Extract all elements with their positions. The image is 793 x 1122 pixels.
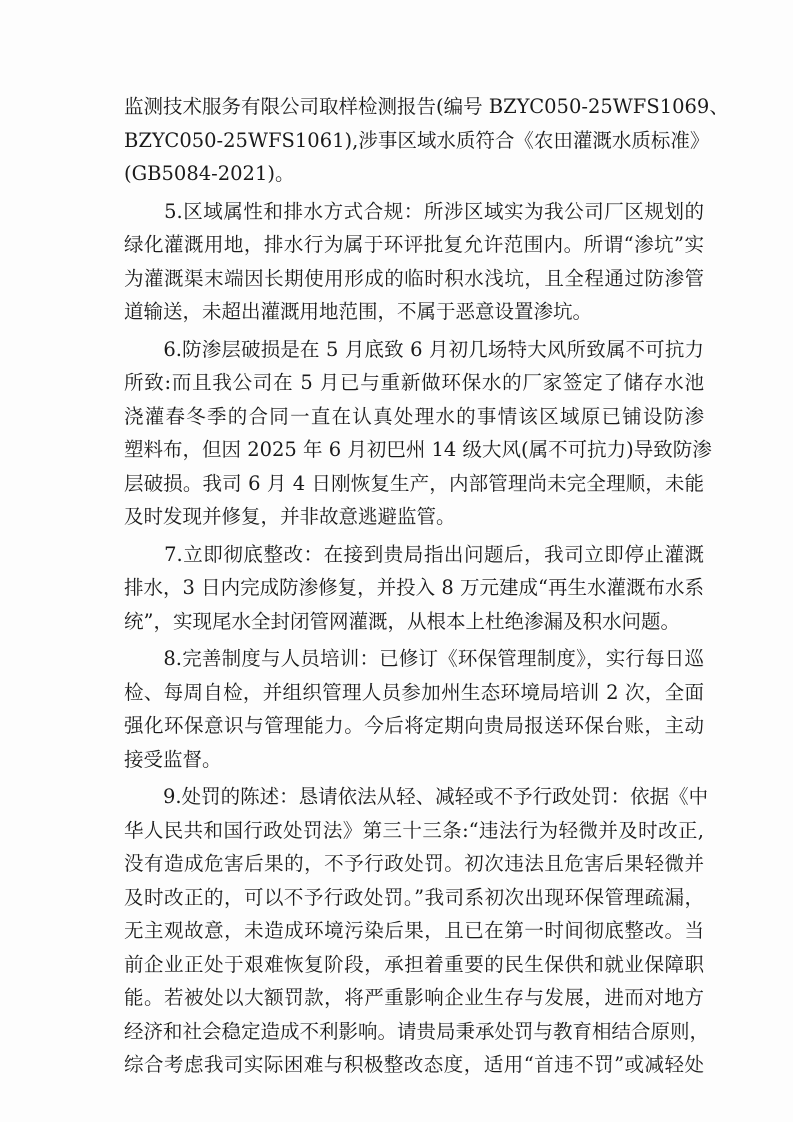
text-line: BZYC050-25WFS1061),涉事区域水质符合《农田灌溉水质标准》 bbox=[124, 128, 710, 152]
text-line: 前企业正处于艰难恢复阶段，承担着重要的民生保供和就业保障职 bbox=[124, 952, 704, 976]
text-line: 没有造成危害后果的，不予行政处罚。初次违法且危害后果轻微并 bbox=[124, 852, 704, 875]
text-line: 8.完善制度与人员培训：已修订《环保管理制度》，实行每日巡 bbox=[124, 647, 704, 670]
text-line: 排水，3 日内完成防渗修复，并投入 8 万元建成“再生水灌溉布水系 bbox=[124, 576, 704, 599]
text-line: 综合考虑我司实际困难与积极整改态度，适用“首违不罚”或减轻处 bbox=[124, 1053, 704, 1076]
text-line: 接受监督。 bbox=[124, 747, 222, 771]
paragraph-item-9 bbox=[124, 780, 710, 1082]
text-line: 浇灌春冬季的合同一直在认真处理水的事情该区域原已铺设防渗 bbox=[124, 404, 704, 428]
text-line: 及时发现并修复，并非故意逃避监管。 bbox=[124, 505, 456, 528]
text-line: 华人民共和国行政处罚法》第三十三条:“违法行为轻微并及时改正, bbox=[124, 818, 704, 842]
text-line: 道输送，未超出灌溉用地范围，不属于恶意设置渗坑。 bbox=[124, 300, 593, 323]
text-line: 5.区域属性和排水方式合规：所涉区域实为我公司厂区规划的 bbox=[124, 199, 704, 223]
text-line: 无主观故意，未造成环境污染后果，且已在第一时间彻底整改。当 bbox=[124, 919, 704, 942]
text-line: 塑料布，但因 2025 年 6 月初巴州 14 级大风(属不可抗力)导致防渗 bbox=[124, 438, 712, 461]
text-line: 绿化灌溉用地，排水行为属于环评批复允许范围内。所谓“渗坑”实 bbox=[124, 233, 704, 256]
text-line: 所致:而且我公司在 5 月已与重新做环保水的厂家签定了储存水池 bbox=[124, 371, 704, 394]
text-line: 强化环保意识与管理能力。今后将定期向贵局报送环保台账，主动 bbox=[124, 714, 704, 737]
text-line: 监测技术服务有限公司取样检测报告(编号 BZYC050-25WFS1069、 bbox=[124, 95, 729, 118]
text-line: 9.处罚的陈述：恳请依法从轻、减轻或不予行政处罚：依据《中 bbox=[124, 785, 709, 808]
document-body bbox=[124, 90, 729, 1086]
text-line: 经济和社会稳定造成不利影响。请贵局秉承处罚与教育相结合原则， bbox=[124, 1019, 710, 1043]
text-line: 统”，实现尾水全封闭管网灌溉，从根本上杜绝渗漏及积水问题。 bbox=[124, 609, 680, 633]
text-line: (GB5084-2021)。 bbox=[124, 162, 295, 185]
paragraph-item-8 bbox=[124, 642, 704, 776]
text-line: 检、每周自检，并组织管理人员参加州生态环境局培训 2 次，全面 bbox=[124, 680, 704, 704]
text-line: 6.防渗层破损是在 5 月底致 6 月初几场特大风所致属不可抗力 bbox=[124, 337, 704, 361]
paragraph-item-7 bbox=[124, 538, 704, 639]
paragraph-item-5 bbox=[124, 195, 704, 329]
text-line: 层破损。我司 6 月 4 日刚恢复生产，内部管理尚未完全理顺，未能 bbox=[124, 471, 704, 495]
text-line: 7.立即彻底整改：在接到贵局指出问题后，我司立即停止灌溉 bbox=[124, 542, 704, 566]
text-line: 能。若被处以大额罚款，将严重影响企业生存与发展，进而对地方 bbox=[124, 986, 704, 1009]
paragraph-item-6 bbox=[124, 333, 712, 534]
text-line: 及时改正的，可以不予行政处罚。”我司系初次出现环保管理疏漏， bbox=[124, 885, 704, 909]
text-line: 为灌溉渠末端因长期使用形成的临时积水浅坑，且全程通过防渗管 bbox=[124, 266, 704, 290]
paragraph-report-reference bbox=[124, 90, 729, 191]
